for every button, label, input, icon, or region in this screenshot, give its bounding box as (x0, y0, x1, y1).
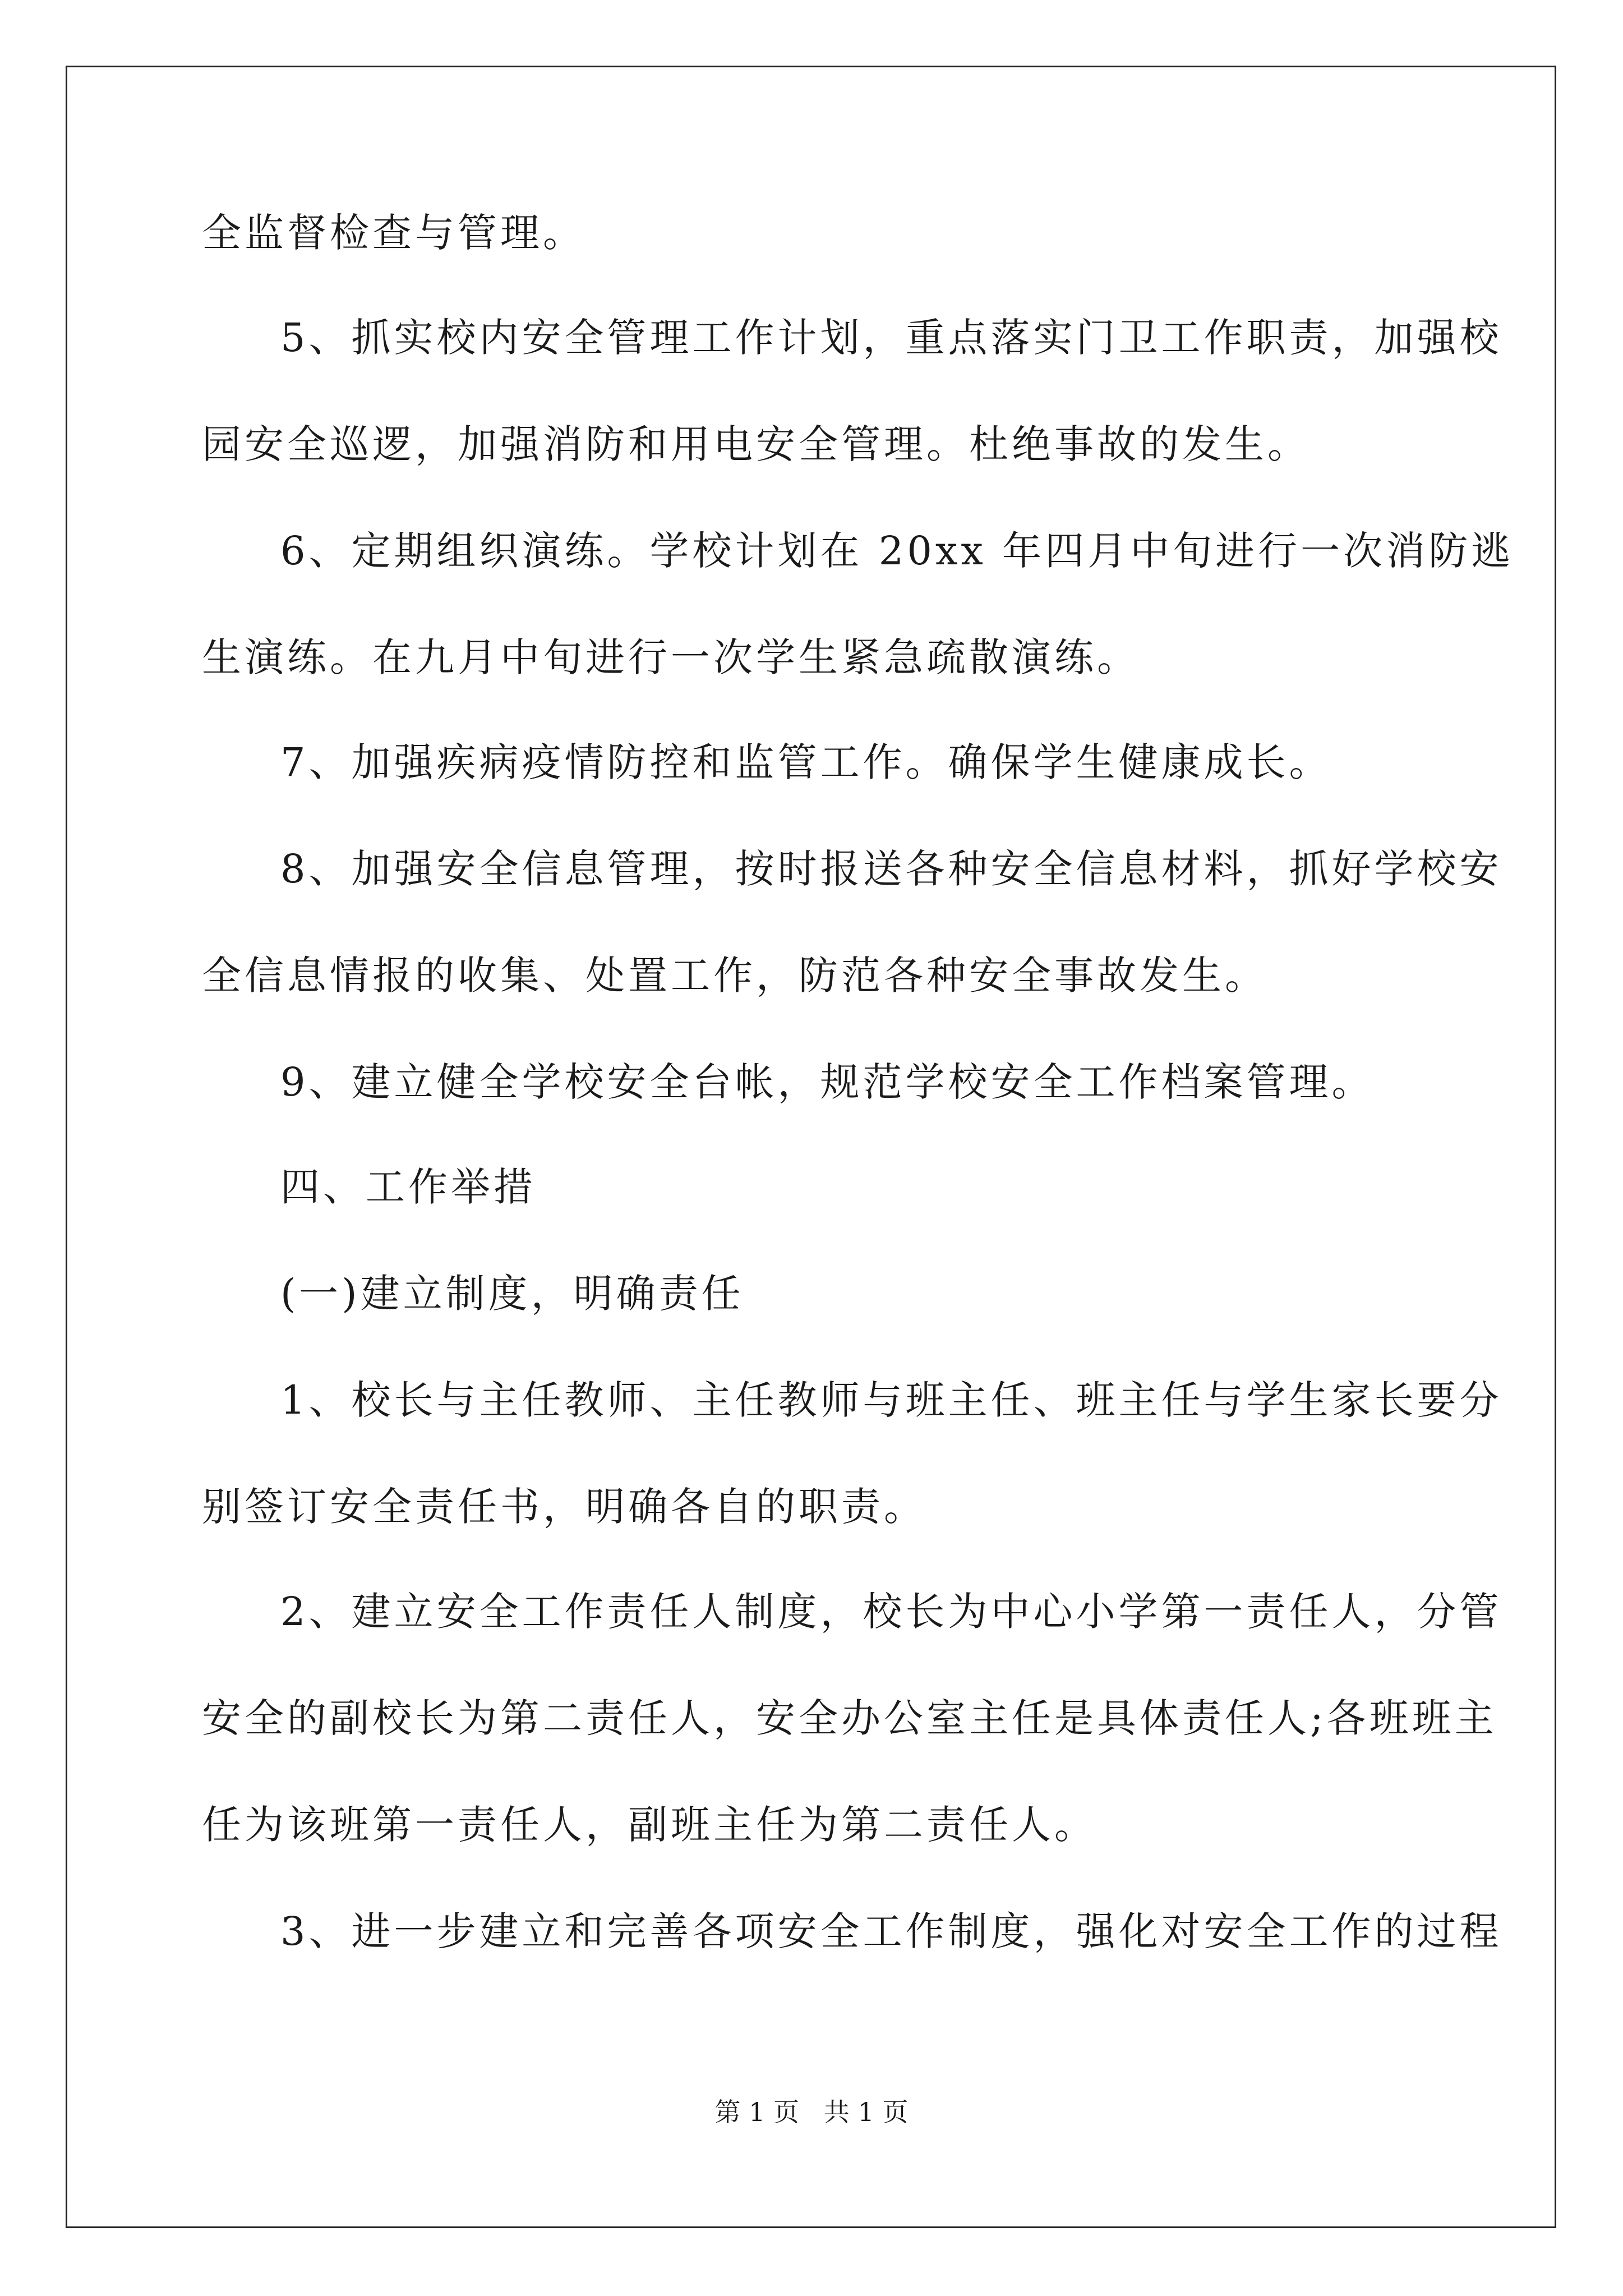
text-line: 7、加强疾病疫情防控和监管工作。确保学生健康成长。 (280, 739, 1332, 785)
text-line: 5、抓实校内安全管理工作计划，重点落实门卫工作职责，加强校 (280, 315, 1502, 361)
text-line: 9、建立健全学校安全台帐，规范学校安全工作档案管理。 (280, 1059, 1375, 1105)
text-line: 任为该班第一责任人，副班主任为第二责任人。 (202, 1802, 1097, 1848)
section-heading: 四、工作举措 (280, 1164, 536, 1210)
text-line: 2、建立安全工作责任人制度，校长为中心小学第一责任人，分管 (280, 1589, 1502, 1635)
page-border (66, 66, 1556, 2228)
text-line: 安全的副校长为第二责任人，安全办公室主任是具体责任人;各班班主 (202, 1695, 1497, 1741)
text-line: 全监督检查与管理。 (202, 210, 585, 256)
subsection-heading: (一)建立制度，明确责任 (280, 1271, 744, 1317)
text-line: 3、进一步建立和完善各项安全工作制度，强化对安全工作的过程 (280, 1908, 1502, 1954)
text-line: 8、加强安全信息管理，按时报送各种安全信息材料，抓好学校安 (280, 846, 1502, 892)
text-line: 全信息情报的收集、处置工作，防范各种安全事故发生。 (202, 953, 1267, 999)
text-line: 生演练。在九月中旬进行一次学生紧急疏散演练。 (202, 634, 1140, 680)
text-line: 别签订安全责任书，明确各自的职责。 (202, 1484, 926, 1530)
text-line: 6、定期组织演练。学校计划在 20xx 年四月中旬进行一次消防逃 (280, 528, 1514, 574)
text-line: 1、校长与主任教师、主任教师与班主任、班主任与学生家长要分 (280, 1377, 1502, 1423)
text-line: 园安全巡逻，加强消防和用电安全管理。杜绝事故的发生。 (202, 421, 1310, 467)
page-number-footer: 第 1 页 共 1 页 (714, 2097, 909, 2127)
